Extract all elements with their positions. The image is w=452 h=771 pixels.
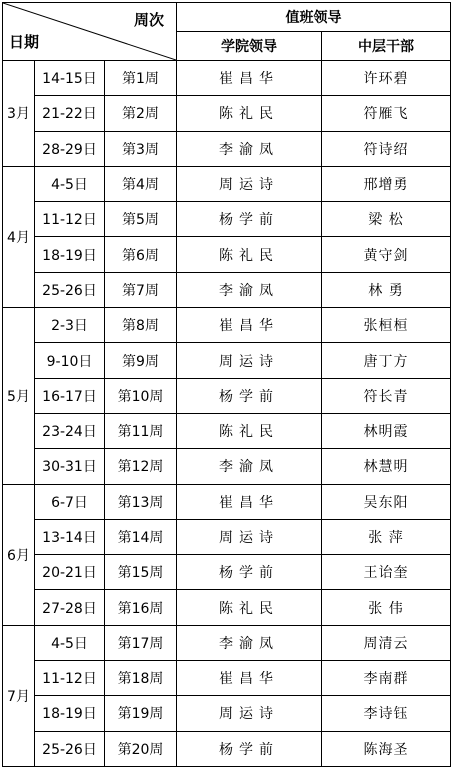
table-row: [3, 555, 451, 590]
date-range-cell: 11-12日: [35, 661, 105, 696]
middle-cadre-cell: 邢增勇: [322, 166, 451, 201]
week-number-cell: 第13周: [105, 484, 177, 519]
date-range-cell: 23-24日: [35, 413, 105, 448]
date-range-cell: 14-15日: [35, 61, 105, 96]
college-leader-cell: 崔昌华: [177, 308, 322, 343]
college-leader-cell: 周运诗: [177, 343, 322, 378]
middle-cadre-cell: 许环碧: [322, 61, 451, 96]
middle-cadre-cell: 张 萍: [322, 519, 451, 554]
middle-cadre-cell: 张桓桓: [322, 308, 451, 343]
table-row: [3, 96, 451, 131]
college-leader-cell: 周运诗: [177, 166, 322, 201]
table-row: [3, 131, 451, 166]
header-row-top: [3, 3, 451, 32]
week-number-cell: 第12周: [105, 449, 177, 484]
week-number-cell: 第10周: [105, 378, 177, 413]
middle-cadre-cell: 符诗绍: [322, 131, 451, 166]
week-number-cell: 第3周: [105, 131, 177, 166]
table-row: [3, 590, 451, 625]
date-range-cell: 9-10日: [35, 343, 105, 378]
date-range-cell: 13-14日: [35, 519, 105, 554]
week-number-cell: 第7周: [105, 272, 177, 307]
table-row: [3, 343, 451, 378]
week-number-cell: 第1周: [105, 61, 177, 96]
week-number-cell: 第11周: [105, 413, 177, 448]
college-leader-cell: 周运诗: [177, 519, 322, 554]
college-leader-cell: 杨学前: [177, 202, 322, 237]
duty-schedule-table: [2, 2, 451, 767]
diagonal-header-cell: [3, 3, 177, 61]
duty-leader-header: 值班领导: [177, 3, 451, 32]
middle-cadre-cell: 符长青: [322, 378, 451, 413]
week-number-cell: 第20周: [105, 731, 177, 766]
month-cell: 5月: [3, 308, 35, 484]
college-leader-cell: 周运诗: [177, 696, 322, 731]
middle-cadre-cell: 唐丁方: [322, 343, 451, 378]
middle-cadre-cell: 梁 松: [322, 202, 451, 237]
week-number-cell: 第8周: [105, 308, 177, 343]
date-header-label: 日期: [9, 33, 40, 51]
table-row: [3, 308, 451, 343]
college-leader-cell: 陈礼民: [177, 237, 322, 272]
middle-cadre-cell: 陈海圣: [322, 731, 451, 766]
date-range-cell: 4-5日: [35, 166, 105, 201]
middle-cadre-cell: 符雁飞: [322, 96, 451, 131]
college-leader-cell: 陈礼民: [177, 413, 322, 448]
college-leader-cell: 李渝凤: [177, 131, 322, 166]
table-row: [3, 484, 451, 519]
table-row: [3, 166, 451, 201]
date-range-cell: 11-12日: [35, 202, 105, 237]
week-number-cell: 第4周: [105, 166, 177, 201]
college-leader-cell: 李渝凤: [177, 272, 322, 307]
week-number-cell: 第2周: [105, 96, 177, 131]
college-leader-cell: 杨学前: [177, 555, 322, 590]
date-range-cell: 4-5日: [35, 625, 105, 660]
week-header-label: 周次: [134, 11, 165, 29]
week-number-cell: 第9周: [105, 343, 177, 378]
college-leader-cell: 杨学前: [177, 731, 322, 766]
month-cell: 6月: [3, 484, 35, 625]
date-range-cell: 25-26日: [35, 731, 105, 766]
middle-cadre-header: 中层干部: [322, 32, 451, 61]
middle-cadre-cell: 林明霞: [322, 413, 451, 448]
college-leader-cell: 陈礼民: [177, 96, 322, 131]
table-row: [3, 449, 451, 484]
week-number-cell: 第17周: [105, 625, 177, 660]
middle-cadre-cell: 李诗钰: [322, 696, 451, 731]
middle-cadre-cell: 吴东阳: [322, 484, 451, 519]
table-row: [3, 237, 451, 272]
college-leader-cell: 李渝凤: [177, 625, 322, 660]
date-range-cell: 21-22日: [35, 96, 105, 131]
college-leader-header: 学院领导: [177, 32, 322, 61]
table-row: [3, 272, 451, 307]
month-cell: 7月: [3, 625, 35, 766]
week-number-cell: 第16周: [105, 590, 177, 625]
date-range-cell: 18-19日: [35, 696, 105, 731]
table-row: [3, 519, 451, 554]
date-range-cell: 2-3日: [35, 308, 105, 343]
table-row: [3, 661, 451, 696]
middle-cadre-cell: 王诒奎: [322, 555, 451, 590]
table-body: [3, 3, 451, 767]
table-row: [3, 625, 451, 660]
date-range-cell: 16-17日: [35, 378, 105, 413]
table-row: [3, 378, 451, 413]
week-number-cell: 第5周: [105, 202, 177, 237]
week-number-cell: 第14周: [105, 519, 177, 554]
middle-cadre-cell: 周清云: [322, 625, 451, 660]
college-leader-cell: 杨学前: [177, 378, 322, 413]
week-number-cell: 第19周: [105, 696, 177, 731]
middle-cadre-cell: 张 伟: [322, 590, 451, 625]
date-range-cell: 30-31日: [35, 449, 105, 484]
table-row: [3, 61, 451, 96]
month-cell: 4月: [3, 166, 35, 307]
table-row: [3, 413, 451, 448]
date-range-cell: 18-19日: [35, 237, 105, 272]
week-number-cell: 第15周: [105, 555, 177, 590]
table-row: [3, 731, 451, 766]
table-row: [3, 202, 451, 237]
middle-cadre-cell: 林慧明: [322, 449, 451, 484]
college-leader-cell: 李渝凤: [177, 449, 322, 484]
table-row: [3, 696, 451, 731]
date-range-cell: 6-7日: [35, 484, 105, 519]
middle-cadre-cell: 李南群: [322, 661, 451, 696]
college-leader-cell: 崔昌华: [177, 661, 322, 696]
middle-cadre-cell: 黄守剑: [322, 237, 451, 272]
week-number-cell: 第6周: [105, 237, 177, 272]
college-leader-cell: 崔昌华: [177, 484, 322, 519]
date-range-cell: 25-26日: [35, 272, 105, 307]
middle-cadre-cell: 林 勇: [322, 272, 451, 307]
date-range-cell: 20-21日: [35, 555, 105, 590]
month-cell: 3月: [3, 61, 35, 167]
college-leader-cell: 陈礼民: [177, 590, 322, 625]
date-range-cell: 28-29日: [35, 131, 105, 166]
date-range-cell: 27-28日: [35, 590, 105, 625]
week-number-cell: 第18周: [105, 661, 177, 696]
college-leader-cell: 崔昌华: [177, 61, 322, 96]
